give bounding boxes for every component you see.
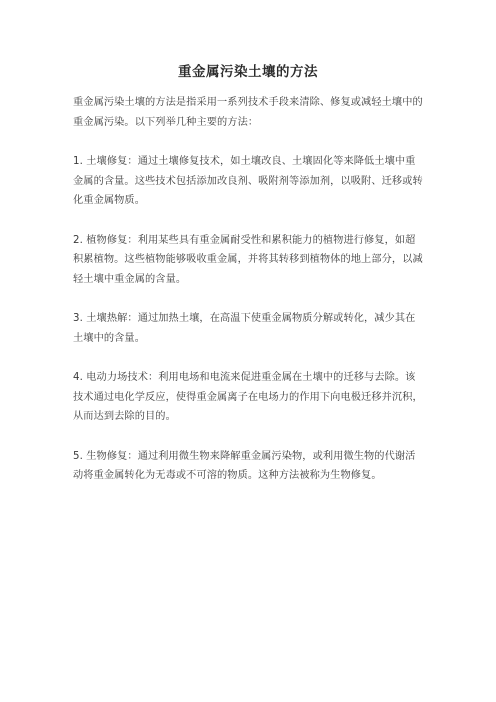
method-item-2: 2. 植物修复：利用某些具有重金属耐受性和累积能力的植物进行修复，如超积累植物。这些植物能够吸收重金属，并将其转移到植物体的地上部分，以减轻土壤中重金属的含量。 [73, 234, 423, 285]
document-title: 重金属污染土壤的方法 [178, 64, 318, 80]
method-item-5: 5. 生物修复：通过利用微生物来降解重金属污染物，或利用微生物的代谢活动将重金属转化为无毒或不可溶的物质。这种方法被称为生物修复。 [73, 450, 416, 481]
method-item-3: 3. 土壤热解：通过加热土壤，在高温下使重金属物质分解或转化，减少其在土壤中的含量。 [73, 313, 416, 344]
method-item-1: 1. 土壤修复：通过土壤修复技术，如土壤改良、土壤固化等来降低土壤中重金属的含量。这些技术包括添加改良剂、吸附剂等添加剂，以吸附、迁移或转化重金属物质。 [73, 156, 423, 206]
intro-paragraph: 重金属污染土壤的方法是指采用一系列技术手段来清除、修复或减轻土壤中的重金属污染。以下列举几种主要的方法： [73, 97, 423, 128]
method-item-4: 4. 电动力场技术：利用电场和电流来促进重金属在土壤中的迁移与去除。该技术通过电化学反应，使得重金属离子在电场力的作用下向电极迁移并沉积，从而达到去除的目的。 [73, 372, 423, 422]
